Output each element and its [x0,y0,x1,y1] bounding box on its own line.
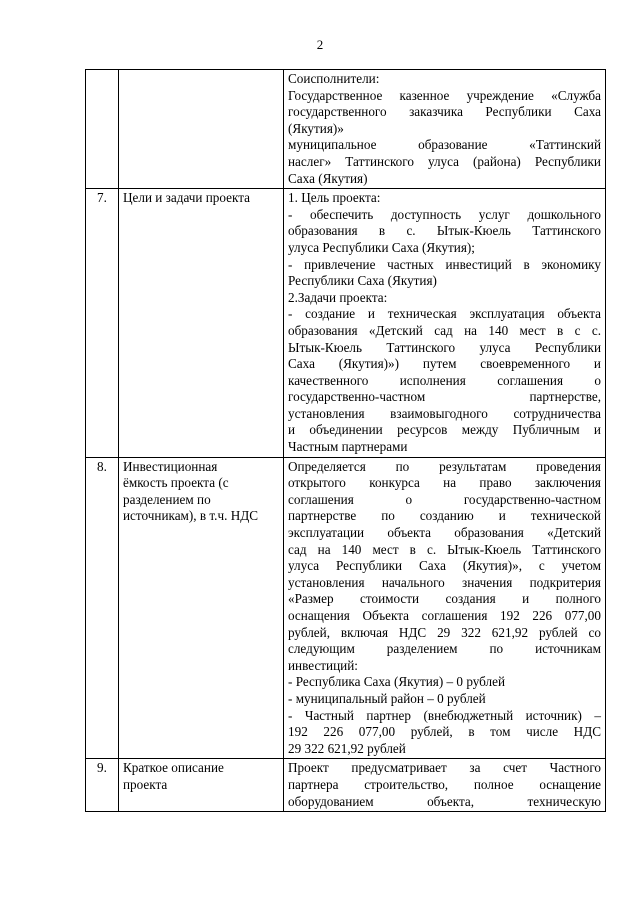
parameter-value-line: образования «Детский сад на 140 мест в с с. [288,322,601,338]
parameter-value-line: Саха (Якутия)») путем своевременного и [288,356,601,372]
parameter-value-line: Проект предусматривает за счет Частного [288,760,601,776]
parameter-value-line: муниципальное образование «Таттинский [288,137,601,153]
parameter-value-line: государственного заказчика Республики Саха [288,104,601,120]
parameter-value-line: - привлечение частных инвестиций в экономику [288,256,601,272]
parameter-value-line: Соисполнители: [288,71,380,86]
row-parameter-value [284,189,606,458]
parameter-value-line: сад на 140 мест в с. Ытык-Кюель Таттинского [288,541,601,557]
parameter-value-line: установления начального значения подкритерия [288,574,601,590]
parameter-value-line: соглашения о государственно-частном [288,491,601,507]
parameter-value-line: Ытык-Кюель Таттинского улуса Республики [288,339,601,355]
parameter-value-line: партнера строительство, полное оснащение [288,776,601,792]
row-number: 9. [86,759,119,812]
parameter-name-line: проекта [123,776,168,792]
parameter-value-line: - создание и техническая эксплуатация объекта [288,306,601,322]
parameter-value-line: - обеспечить доступность услуг дошкольного [288,206,601,222]
parameter-value-line: установления взаимовыгодного сотрудничества [288,405,601,421]
parameter-value-line: Саха (Якутия) [288,170,368,186]
row-parameter-value [284,457,606,759]
parameter-value-line: 29 322 621,92 рублей [288,740,406,756]
table-row [86,189,606,458]
parameter-value-line: Республики Саха (Якутия) [288,273,437,289]
parameter-value-line: оборудованием объекта, техническую [288,793,601,809]
parameter-value-line: 2.Задачи проекта: [288,289,388,305]
row-parameter-name [119,70,284,189]
parameter-value-line: - муниципальный район – 0 рублей [288,690,486,706]
row-parameter-name [119,189,284,458]
parameter-value-line: улуса Республики Саха (Якутия)», с учетом [288,558,601,574]
parameter-value-line: инвестиций: [288,657,358,673]
parameter-value-line: качественного исполнения соглашения о [288,372,601,388]
parameter-value-line: оснащения Объекта соглашения 192 226 077,00 [288,608,601,623]
table-row [86,457,606,759]
parameter-value-line: «Размер стоимости создания и полного [288,591,601,607]
row-parameter-value [284,70,606,189]
row-parameter-name [119,457,284,759]
parameter-name-line: Инвестиционная [123,458,218,474]
page-number: 2 [316,37,324,52]
parameter-value-line: Частным партнерами [288,439,408,455]
parameter-value-line: эксплуатации объекта образования «Детский [288,525,601,541]
project-passport-table [85,69,606,812]
parameter-value-line: государственно-частном партнерстве, [288,389,601,405]
parameter-value-line: открытого конкурса на право заключения [288,475,601,491]
parameter-value-line: улуса Республики Саха (Якутия); [288,239,475,255]
parameter-value-line: 192 226 077,00 рублей, в том числе НДС [288,724,601,740]
parameter-name-line: ёмкость проекта (с [123,475,229,491]
parameter-name-line: Краткое описание [123,760,224,776]
row-number: 7. [86,189,119,458]
parameter-value-line: 1. Цель проекта: [288,190,381,206]
parameter-value-line: - Республика Саха (Якутия) – 0 рублей [288,674,506,690]
parameter-value-line: рублей, включая НДС 29 322 621,92 рублей со [288,624,601,640]
row-number [86,70,119,189]
parameter-value-line: следующим разделением по источникам [288,641,601,657]
row-number: 8. [86,457,119,759]
parameter-value-line: партнерстве по созданию и технической [288,508,601,524]
parameter-value-line: Определяется по результатам проведения [288,458,601,474]
parameter-value-line: образования в с. Ытык-Кюель Таттинского [288,223,601,239]
row-parameter-value [284,759,606,812]
parameter-value-line: Государственное казенное учреждение «Служба [288,87,601,103]
parameter-name-line: Цели и задачи проекта [123,190,251,206]
table-row [86,70,606,189]
parameter-value-line: и объединении ресурсов между Публичным и [288,422,601,438]
row-parameter-name [119,759,284,812]
parameter-name-line: разделением по [123,491,211,507]
table-row [86,759,606,812]
parameter-name-line: источникам), в т.ч. НДС [123,508,259,524]
parameter-value-line: (Якутия)» [288,120,344,136]
parameter-value-line: наслег» Таттинского улуса (района) Республики [288,153,601,169]
parameter-value-line: - Частный партнер (внебюджетный источник) – [288,707,601,723]
